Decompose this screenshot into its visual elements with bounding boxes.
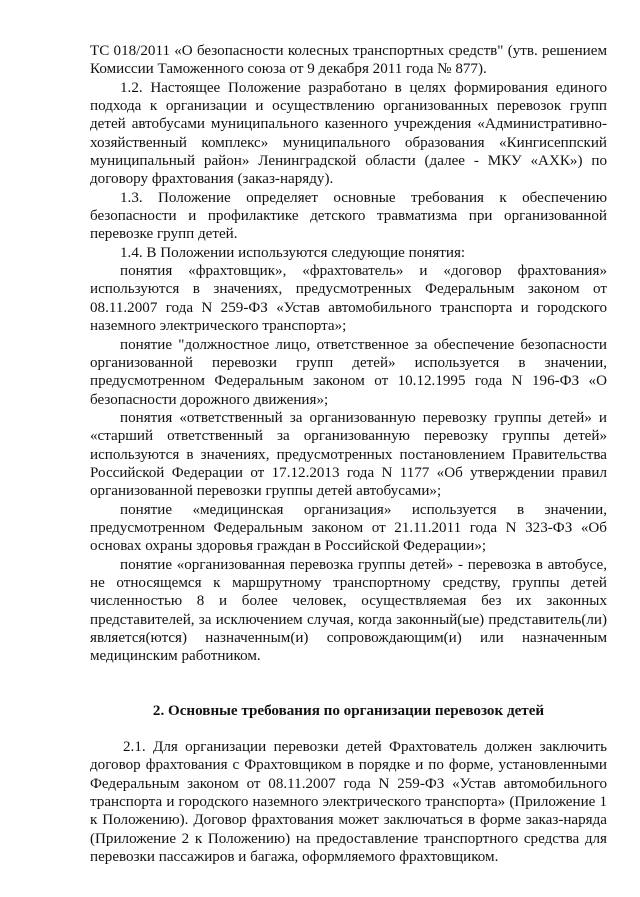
definition-responsible-official: понятие "должностное лицо, ответственное за обеспечение безопасности организованной перевозки групп детей» используется в значении, предусмотренном Федеральным законом от 10.12.1995 года N 196-ФЗ «О безопасности дорожного движения»; xyxy=(90,336,607,408)
definition-responsible-person: понятия «ответственный за организованную перевозку группы детей» и «старший ответственный за организованную перевозку группы детей» используются в значениях, предусмотренных постановлением Правительства Российской Федерации от 17.12.2013 года N 1177 «Об утверждении правил организованной перевозки группы детей автобусами»; xyxy=(90,409,607,500)
paragraph-1-4: 1.4. В Положении используются следующие понятия: xyxy=(120,244,466,261)
paragraph-continuation: ТС 018/2011 «О безопасности колесных транспортных средств" (утв. решением Комиссии Таможенного союза от 9 декабря 2011 года № 877). xyxy=(90,43,607,78)
document-page xyxy=(90,42,607,866)
definition-charter-terms: понятия «фрахтовщик», «фрахтователь» и «договор фрахтования» используются в значениях, предусмотренных Федеральным законом от 08.11.2007 года N 259-ФЗ «Устав автомобильного транспорта и городского наземного электрического транспорта»; xyxy=(90,263,607,335)
definition-medical-organization: понятие «медицинская организация» используется в значении, предусмотренном Федеральным законом от 21.11.2011 года N 323-ФЗ «Об основах охраны здоровья граждан в Российской Федерации»; xyxy=(90,501,607,555)
section-heading: 2. Основные требования по организации перевозок детей xyxy=(152,702,545,719)
definition-organized-transport: понятие «организованная перевозка группы детей» - перевозка в автобусе, не относящемся к маршрутному транспортному средству, группы детей численностью 8 и более человек, осуществляемая без их законных представителей, за исключением случая, когда законный(ые) представитель(ли) является(ются) назначенным(и) сопровождающим(и) или назначенным медицинским работником. xyxy=(90,556,607,665)
paragraph-2-1: 2.1. Для организации перевозки детей Фрахтователь должен заключить договор фрахтования с Фрахтовщиком в порядке и по форме, установленными Федеральным законом от 08.11.2007 года N 259-ФЗ «Устав автомобильного транспорта и городского наземного электрического транспорта» (Приложение 1 к Положению). Договор фрахтования может заключаться в форме заказ-наряда (Приложение 2 к Положению) на предоставление транспортного средства для перевозки пассажиров и багажа, оформляемого фрахтовщиком. xyxy=(90,739,607,866)
paragraph-1-3: 1.3. Положение определяет основные требования к обеспечению безопасности и профилактике детского травматизма при организованной перевозке групп детей. xyxy=(90,189,607,243)
paragraph-1-2: 1.2. Настоящее Положение разработано в целях формирования единого подхода к организации и осуществлению организованных перевозок групп детей автобусами муниципального казенного учреждения «Административно-хозяйственный комплекс» муниципального образования «Кингисеппский муниципальный район» Ленинградской области (далее - МКУ «АХК») по договору фрахтования (заказ-наряду). xyxy=(90,79,607,188)
